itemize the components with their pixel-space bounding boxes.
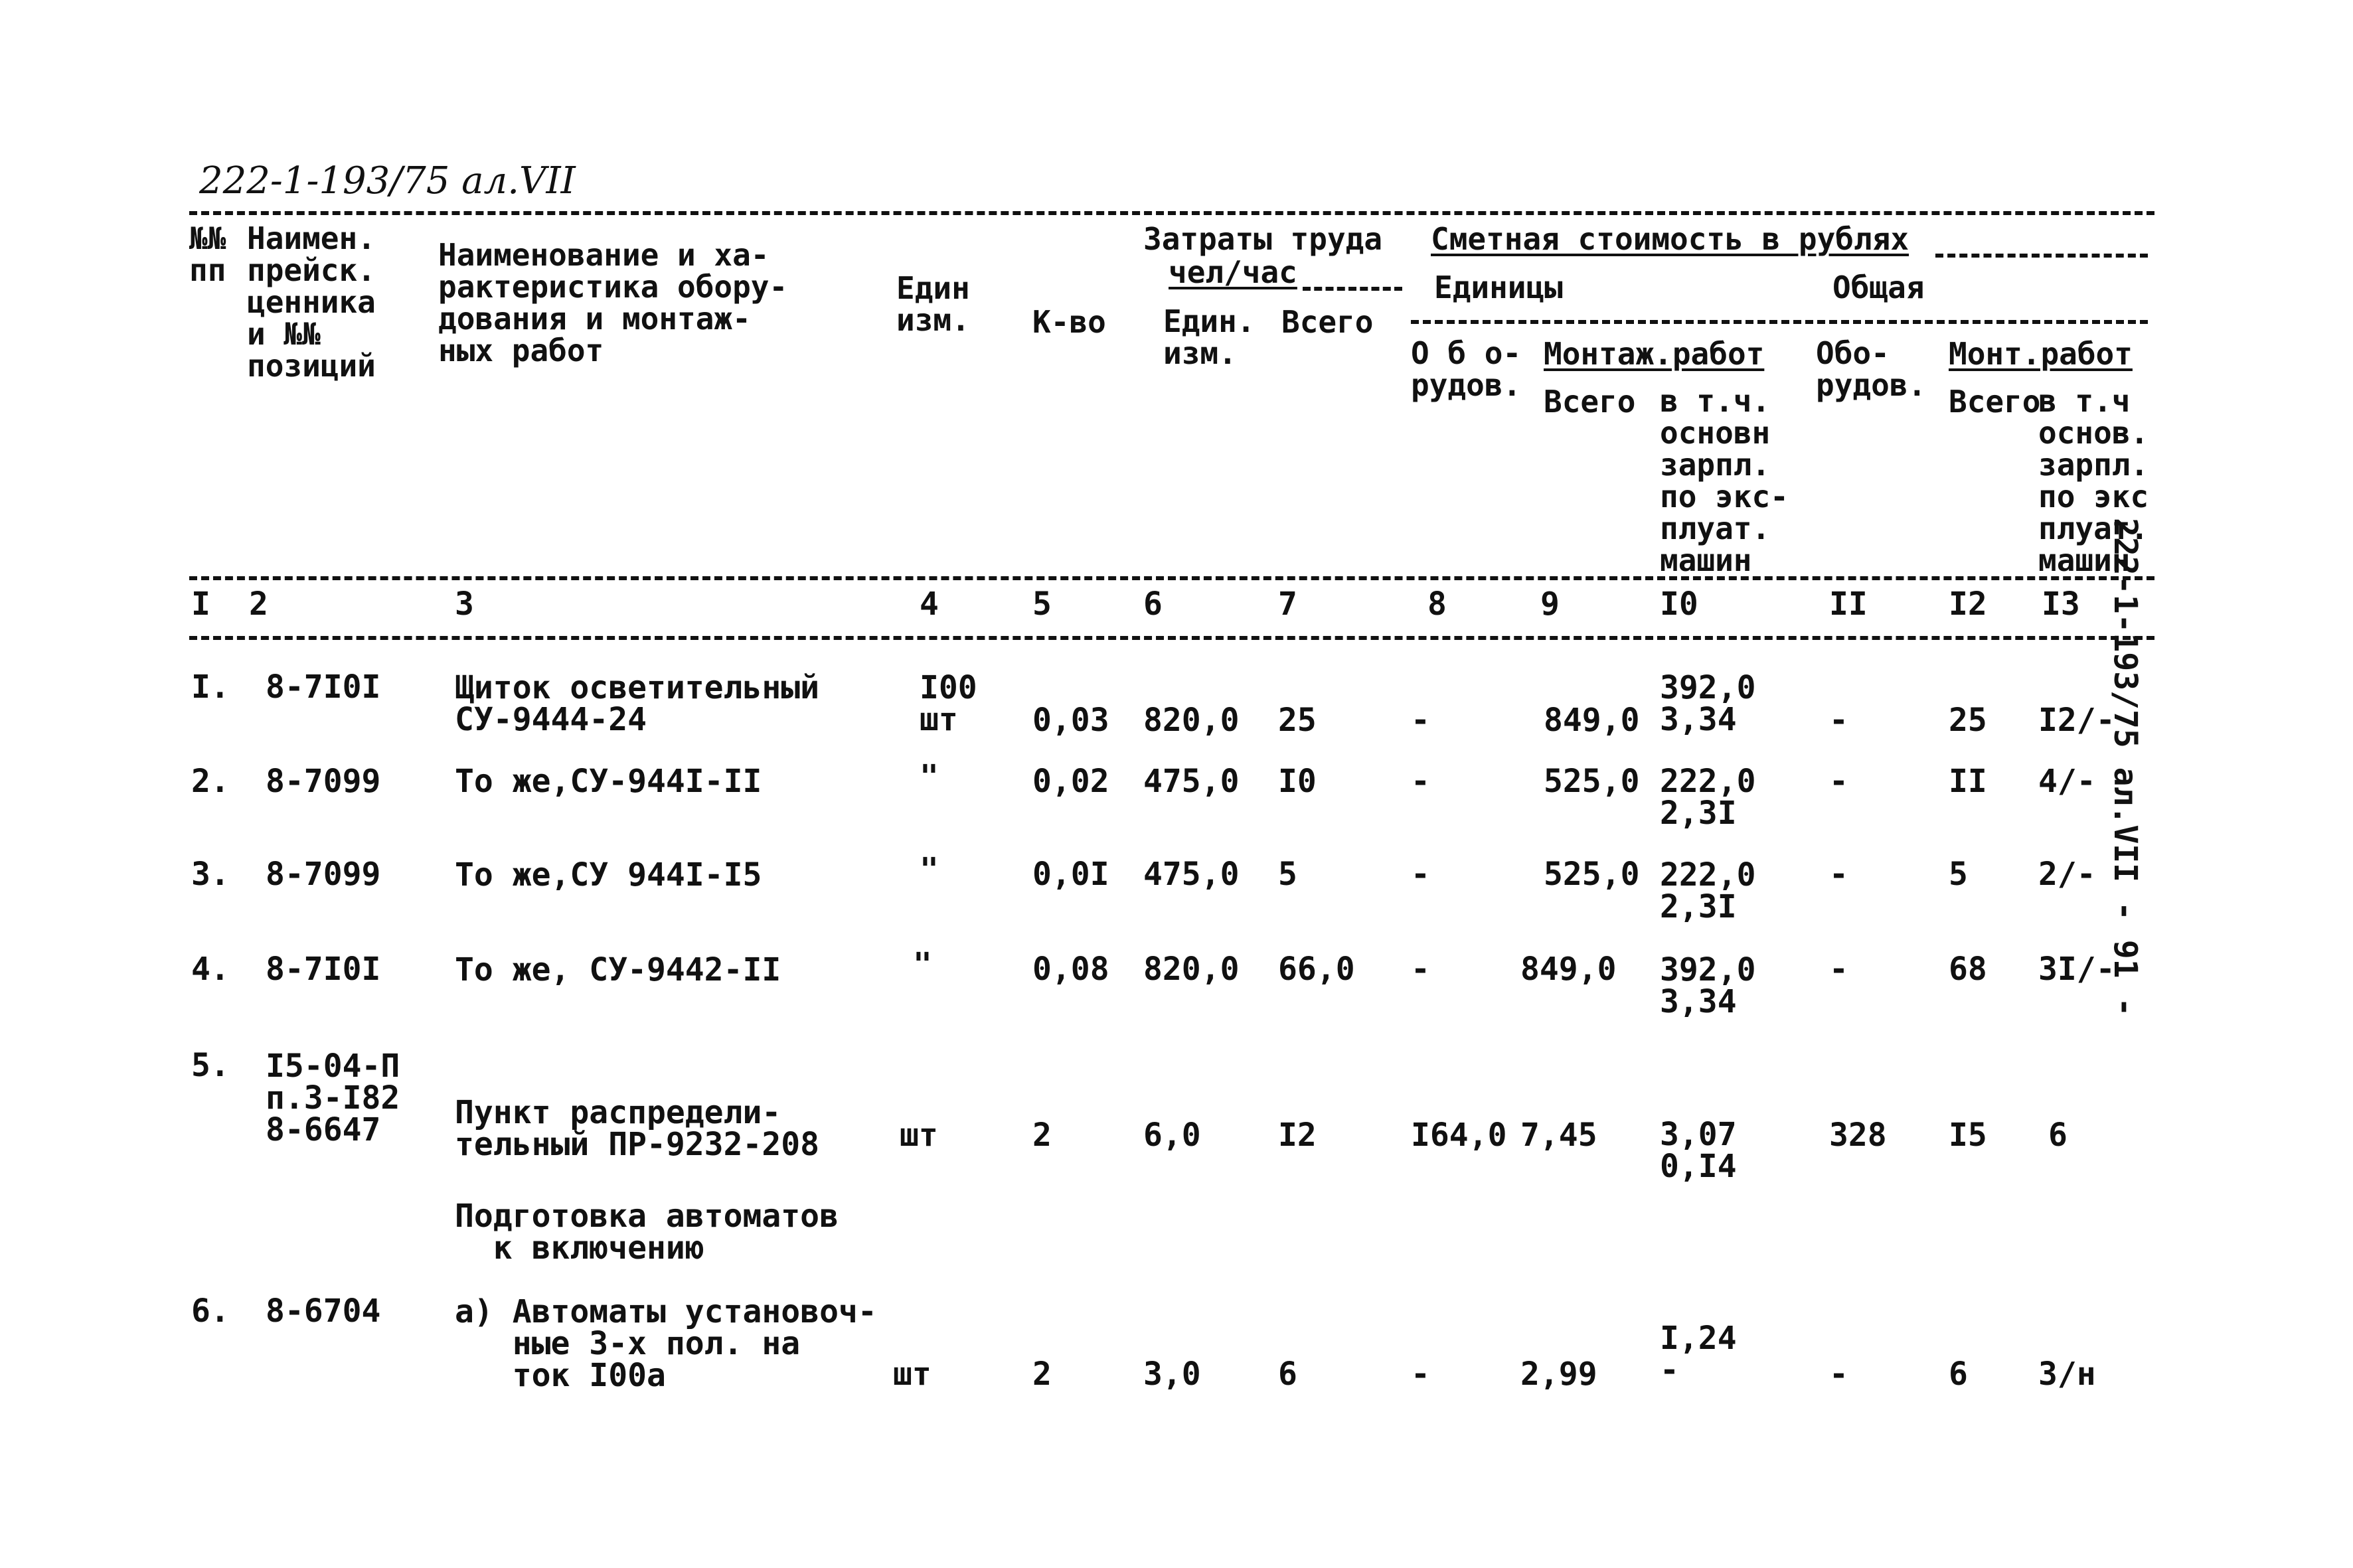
row-number: 3. — [191, 856, 230, 893]
equipment-total: - — [1829, 763, 1848, 800]
header-labor-unit: Един. изм. — [1163, 303, 1256, 371]
mount-unit-total: 525,0 — [1544, 763, 1640, 800]
equipment-unit: I64,0 — [1411, 1117, 1507, 1154]
mount-unit-total: 525,0 — [1544, 856, 1640, 893]
colnum-8: 8 — [1427, 586, 1447, 623]
labor-unit: 475,0 — [1143, 763, 1240, 800]
mount-total-incl: 6 — [2048, 1117, 2068, 1154]
header-cost-group: Сметная стоимость в рублях — [1431, 221, 1909, 257]
mount-total-sum: 5 — [1949, 856, 1968, 893]
quantity: 0,03 — [1032, 702, 1109, 739]
row-number: 6. — [191, 1293, 230, 1330]
price-code: 8-7099 — [266, 763, 381, 800]
item-name: То же,СУ-944I-II — [455, 763, 762, 800]
header-equipment-total: Обо- рудов. — [1816, 335, 1927, 403]
mount-total-sum: 6 — [1949, 1356, 1968, 1393]
item-name: а) Автоматы установоч- ные 3-х пол. на ток I00а — [455, 1293, 877, 1394]
equipment-unit: - — [1411, 951, 1430, 988]
price-code: 8-7099 — [266, 856, 381, 893]
colnum-10: I0 — [1660, 586, 1698, 623]
header-bottom-rule — [189, 576, 2154, 580]
unit: " — [920, 758, 939, 795]
header-labor-total: Всего — [1281, 304, 1374, 340]
quantity: 0,08 — [1032, 951, 1109, 988]
mount-unit-total: 2,99 — [1520, 1356, 1597, 1393]
quantity: 2 — [1032, 1117, 1052, 1154]
mount-total-sum: 68 — [1949, 951, 1987, 988]
price-code: 8-7I0I — [266, 951, 381, 988]
header-mount-total-incl: в т.ч основ. зарпл. по экс плуат. машин — [2038, 383, 2149, 578]
header-mount-unit-incl: в т.ч. основн зарпл. по экс- плуат. машин — [1660, 383, 1789, 578]
colnum-12: I2 — [1949, 586, 1987, 623]
equipment-total: - — [1829, 856, 1848, 893]
mount-unit-incl: 222,0 2,3I — [1660, 856, 1756, 925]
labor-total: 66,0 — [1278, 951, 1355, 988]
labor-unit: 820,0 — [1143, 702, 1240, 739]
labor-unit: 6,0 — [1143, 1117, 1201, 1154]
header-unit-cost-group: Единицы — [1434, 270, 1563, 305]
labor-total: 5 — [1278, 856, 1297, 893]
mount-total-incl: 3/н — [2038, 1356, 2096, 1393]
colnum-bottom-rule — [189, 636, 2154, 640]
labor-unit: 3,0 — [1143, 1356, 1201, 1393]
document-code: 222-1-193/75 ал.VII — [199, 159, 576, 202]
price-code: 8-7I0I — [266, 668, 381, 706]
mount-unit-total: 7,45 — [1520, 1117, 1597, 1154]
labor-total: I0 — [1278, 763, 1317, 800]
equipment-total: 328 — [1829, 1117, 1887, 1154]
equipment-unit: - — [1411, 856, 1430, 893]
colnum-9: 9 — [1540, 586, 1560, 623]
quantity: 0,0I — [1032, 856, 1109, 893]
header-mount-unit-total: Всего — [1544, 384, 1636, 420]
labor-sub-rule — [1303, 287, 1402, 291]
unit: " — [920, 851, 939, 888]
equipment-total: - — [1829, 702, 1848, 739]
colnum-5: 5 — [1032, 586, 1052, 623]
header-labor-sub: чел/час — [1169, 254, 1297, 290]
unit: I00 шт — [920, 669, 977, 738]
header-description: Наименование и ха- рактеристика обору- дования и монтаж- ных работ — [438, 237, 788, 368]
header-labor-group: Затраты труда — [1143, 221, 1383, 257]
labor-total: I2 — [1278, 1117, 1317, 1154]
mount-unit-total: 849,0 — [1544, 702, 1640, 739]
header-mount-total: Монт.работ — [1949, 336, 2133, 372]
colnum-6: 6 — [1143, 586, 1163, 623]
colnum-13: I3 — [2042, 586, 2080, 623]
price-code: 8-6704 — [266, 1293, 381, 1330]
item-name: То же,СУ 944I-I5 — [455, 856, 762, 894]
mount-total-incl: 2/- — [2038, 856, 2096, 893]
item-name: Щиток осветительный СУ-9444-24 — [455, 669, 820, 738]
colnum-3: 3 — [455, 586, 474, 623]
cost-sub-rule — [1411, 320, 2148, 324]
section-heading: Подготовка автоматов к включению — [455, 1198, 839, 1267]
mount-unit-incl: 222,0 2,3I — [1660, 763, 1756, 832]
colnum-2: 2 — [249, 586, 268, 623]
mount-unit-incl: 392,0 3,34 — [1660, 951, 1756, 1020]
mount-unit-incl: 392,0 3,34 — [1660, 669, 1756, 738]
cost-group-rule — [1935, 254, 2148, 258]
equipment-unit: - — [1411, 702, 1430, 739]
item-name: Пункт распредели- тельный ПР-9232-208 — [455, 1094, 820, 1163]
row-number: 2. — [191, 763, 230, 800]
mount-total-incl: 4/- — [2038, 763, 2096, 800]
mount-total-sum: I5 — [1949, 1117, 1987, 1154]
colnum-11: II — [1829, 586, 1868, 623]
unit: " — [913, 946, 932, 983]
colnum-7: 7 — [1278, 586, 1297, 623]
row-number: I. — [191, 668, 230, 706]
header-total-cost-group: Общая — [1832, 270, 1925, 305]
header-mount-total-sum: Всего — [1949, 384, 2041, 420]
table-top-rule — [189, 211, 2154, 215]
unit: шт — [900, 1117, 938, 1154]
labor-unit: 475,0 — [1143, 856, 1240, 893]
quantity: 0,02 — [1032, 763, 1109, 800]
header-price-code: Наимен. прейск. ценника и №№ позиций — [247, 220, 376, 384]
mount-unit-incl: 3,07 0,I4 — [1660, 1116, 1737, 1185]
mount-unit-incl: I,24 - — [1660, 1320, 1737, 1389]
header-unit: Един изм. — [896, 270, 970, 338]
mount-total-incl: I2/- — [2038, 702, 2115, 739]
equipment-total: - — [1829, 1356, 1848, 1393]
row-number: 5. — [191, 1047, 230, 1084]
colnum-4: 4 — [920, 586, 939, 623]
mount-total-sum: II — [1949, 763, 1987, 800]
equipment-unit: - — [1411, 763, 1430, 800]
item-name: То же, СУ-9442-II — [455, 951, 781, 988]
margin-page-note: 222-1-193/75 ал.VII - 91 - — [2107, 518, 2144, 1017]
colnum-1: I — [191, 586, 210, 623]
unit: шт — [893, 1356, 932, 1393]
price-code: I5-04-П п.3-I82 8-6647 — [266, 1048, 400, 1148]
header-row-number: №№ пп — [189, 220, 226, 288]
labor-total: 6 — [1278, 1356, 1297, 1393]
mount-total-sum: 25 — [1949, 702, 1987, 739]
labor-total: 25 — [1278, 702, 1317, 739]
header-mount-unit: Монтаж.работ — [1544, 336, 1765, 372]
header-quantity: К-во — [1032, 304, 1106, 340]
header-equipment-unit: О б о- рудов. — [1411, 335, 1522, 403]
mount-total-incl: 3I/- — [2038, 951, 2115, 988]
row-number: 4. — [191, 951, 230, 988]
equipment-unit: - — [1411, 1356, 1430, 1393]
mount-unit-total: 849,0 — [1520, 951, 1617, 988]
equipment-total: - — [1829, 951, 1848, 988]
labor-unit: 820,0 — [1143, 951, 1240, 988]
quantity: 2 — [1032, 1356, 1052, 1393]
